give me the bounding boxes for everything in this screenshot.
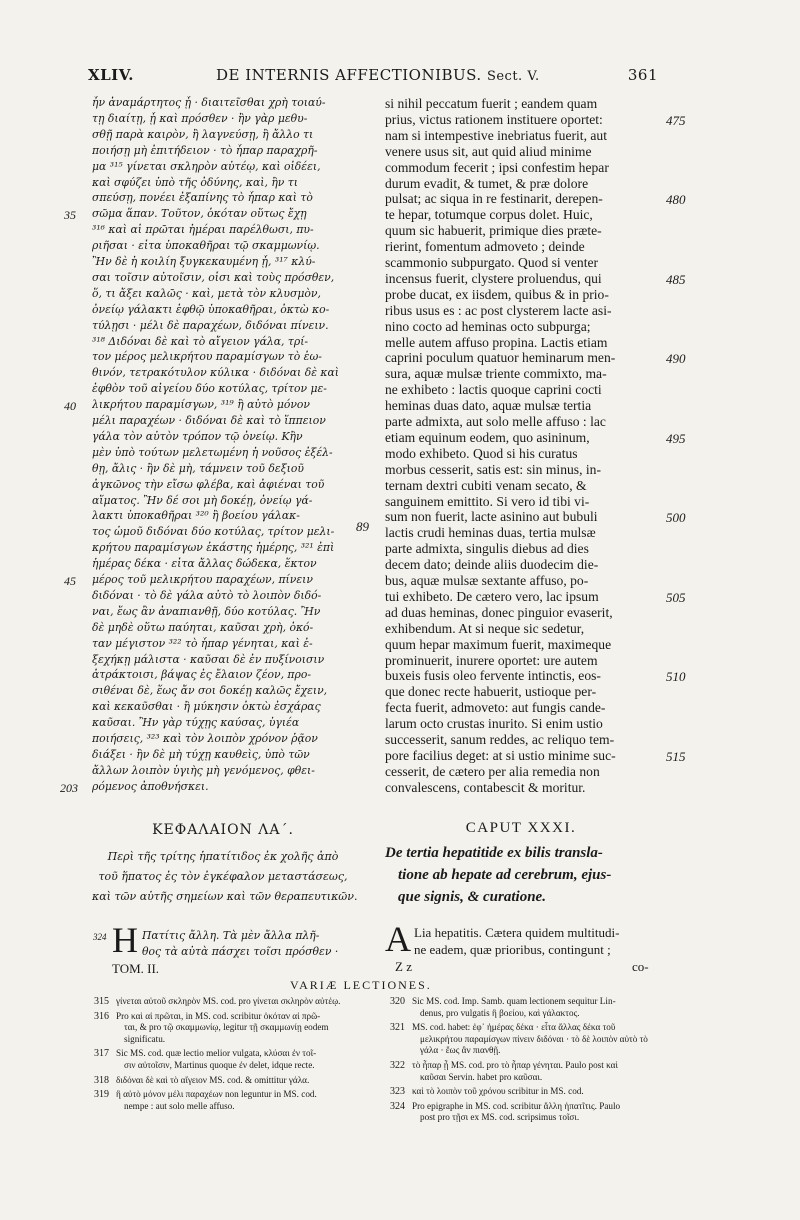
greek-text-line: ἀγκῶνος τὴν εἴσω φλέβα, καὶ ἀφιέναι τοῦ (92, 477, 325, 491)
note-text-line: καὶ τὸ λοιπὸν τοῦ χρόνου scribitur in MS. cod. (412, 1086, 584, 1097)
latin-text-line: parte admixta, singulis diebus ad dies (385, 541, 589, 557)
note-number: 318 (94, 1074, 109, 1086)
greek-text-line: ὀνείῳ γάλακτι ἑφθῷ ὑποκαθῆραι, ὀκτὼ κο- (92, 302, 330, 316)
greek-text-line: θῃ, ἄλις · ἢν δὲ μὴ, τάμνειν τοῦ δεξιοῦ (92, 461, 304, 475)
page-number: 361 (627, 66, 658, 84)
note-text-line: τὸ ἧπαρ ᾖ MS. cod. pro τὸ ἧπαρ γένηται. Paulo post καὶ (412, 1060, 618, 1070)
latin-text-line: commodum fecerit ; ipsi confestim hepar (385, 159, 609, 175)
greek-text-line: μὲν ὑπὸ τούτων μελετωμένη ἡ νοῦσος ἐξέλ- (92, 445, 333, 459)
latin-line-number: 485 (666, 271, 686, 287)
greek-line-number: 203 (60, 780, 78, 795)
latin-text-line: ad duas heminas, donec pinguior evaserit, (385, 604, 613, 620)
greek-text-line: σπεύσῃ, πονέει ἐξαπίνης τὸ ἧπαρ καὶ τὸ (92, 191, 313, 205)
section-label: Sect. V. (486, 69, 540, 84)
greek-text-line: τύλῃσι · μέλι δὲ παραχέων, διδόναι πίνειν. (92, 318, 329, 332)
note-text-line: post pro τῇσι ex MS. cod. scripsimus τοῖσι. (420, 1112, 580, 1123)
latin-line-number: 500 (666, 510, 686, 526)
title-text: DE INTERNIS AFFECTIONIBUS. (216, 66, 482, 84)
latin-text-line: quum hepar maximum fuerit, maximeque (385, 636, 612, 652)
note-text-line: γάλα · ἕως ἂν πιανθῇ. (420, 1045, 501, 1056)
greek-text-line: ³¹⁸ Διδόναι δὲ καὶ τὸ αἴγειον γάλα, τρί- (92, 334, 309, 348)
greek-text-line: Ἢν δὲ ἡ κοιλίη ξυγκεκαυμένη ᾖ, ³¹⁷ κλύ- (92, 255, 316, 268)
note-text-line: διδόναι δὲ καὶ τὸ αἴγειον MS. cod. & omittitur γάλα. (116, 1074, 310, 1085)
note-text-line: σιν αὐτοῖσιν, Martinus quoque ἐν delet, idque recte. (124, 1060, 315, 1070)
signature-mark: Z z (395, 959, 412, 974)
latin-text-line: que donec recte habuerit, ustioque per- (385, 684, 597, 700)
greek-chapter-title-line: Περὶ τῆς τρίτης ἡπατίτιδος ἐκ χολῆς ἀπὸ (107, 850, 339, 863)
greek-text-line: σθῇ παρὰ καιρὸν, ἢ λαγνεύσῃ, ἢ ἄλλο τι (92, 127, 314, 141)
latin-text-line: scammonio subpurgato. Quod si venter (385, 255, 599, 270)
latin-text-line: fecta fuerit, admoveto: aut fungis cande- (385, 700, 606, 716)
latin-text-line: sura, aquæ mulsæ triente commixto, ma- (385, 366, 607, 382)
note-number: 322 (390, 1060, 405, 1071)
greek-chapter-first-line: Πατίτις ἄλλη. Τὰ μὲν ἄλλα πλῆ- (142, 929, 320, 942)
latin-line-number: 515 (666, 748, 686, 764)
greek-text-column (92, 96, 354, 806)
variae-heading: VARIÆ LECTIONES. (290, 978, 432, 992)
latin-line-number: 490 (666, 351, 686, 367)
notes-right-column (390, 996, 690, 1123)
greek-chapter-title-line: καὶ τῶν αὐτῆς σημείων καὶ τῶν θεραπευτικῶν. (92, 890, 358, 903)
running-title (216, 66, 540, 84)
greek-text-line: μέλι παραχέων · διδόναι δὲ καὶ τὸ ἵππειον (92, 414, 326, 427)
latin-line-number: 475 (666, 112, 686, 128)
latin-text-line: durum evadit, & tumet, & præ dolore (385, 175, 589, 191)
greek-text-line: ριῆσαι · εἶτα ὑποκαθῆραι τῷ σκαμμωνίῳ. (92, 239, 320, 253)
greek-line-number: 45 (64, 574, 76, 588)
greek-text-line: σιθέναι δὲ, ἕως ἄν σοι δοκέῃ καλῶς ἔχειν, (92, 684, 328, 698)
latin-line-number: 505 (666, 589, 686, 605)
note-number: 323 (390, 1086, 405, 1098)
latin-text-line: te hepar, totumque corpus dolet. Huic, (385, 207, 593, 223)
greek-text-line: ἑφθὸν τοῦ αἰγείου δύο κοτύλας, τρίτον με- (92, 382, 327, 396)
note-number: 316 (94, 1010, 109, 1022)
greek-line-number: 35 (64, 208, 76, 223)
greek-chapter-heading: ΚΕΦΑΛΑΙΟΝ ΛΑ΄. (152, 822, 294, 838)
latin-text-line: sanguinem emittito. Si vero id tibi vi- (385, 493, 590, 509)
latin-text-line: melle autem affuso propina. Lactis etiam (385, 334, 608, 350)
latin-text-line: modo exhibeto. Quod si his curatus (385, 445, 578, 461)
greek-text-line: ἡμέρας δέκα · εἶτα ἄλλας δώδεκα, ἕκτον (92, 557, 317, 571)
latin-text-line: exhibendum. At si neque sic sedetur, (385, 620, 585, 636)
note-text-line: MS. cod. habet: ἐφ᾽ ἡμέρας δέκα · εἶτα ἄλλας δέκα τοῦ (412, 1022, 616, 1033)
latin-text-line: pulsat; ac siqua in re festinarit, derepen- (385, 191, 603, 207)
note-text-line: μελικρήτου παραμίσγων πίνειν διδόναι · τὸ δὲ λοιπὸν αὐτὸ τὸ (420, 1033, 648, 1044)
note-number: 320 (390, 996, 405, 1007)
latin-chapter-second-line: ne eadem, quæ prioribus, contingunt ; (414, 942, 611, 957)
latin-dropcap: A (385, 919, 411, 959)
greek-text-line: ἦν ἀναμάρτητος ᾖ · διαιτεῖσθαι χρὴ τοιαύ- (92, 96, 326, 109)
greek-text-line: διδόναι · τὸ δὲ γάλα αὐτὸ τὸ λοιπὸν διδό- (92, 588, 322, 602)
note-text-line: denus, pro vulgatis ἢ βοείου, καὶ γάλακτος. (420, 1007, 580, 1018)
latin-text-line: bus, aquæ mulsæ sextante affuso, po- (385, 573, 589, 588)
greek-text-line: μέρος τοῦ μελικρήτου παραχέων, πίνειν (92, 573, 313, 586)
greek-text-line: θινόν, τετρακότυλον κύλικα · διδόναι δὲ καὶ (92, 366, 340, 380)
latin-text-line: ternam dextri cubiti venam secato, & (385, 477, 587, 493)
latin-text-line: nino cocto ad heminas octo subpurga; (385, 318, 591, 334)
greek-text-line: ποιήσῃ μὴ ἐπιτήδειον · τὸ ἧπαρ παραχρῆ- (92, 143, 318, 157)
greek-text-line: ποιήσεις, ³²³ καὶ τὸν λοιπὸν χρόνον ῥᾷον (92, 732, 318, 745)
note-number: 319 (94, 1089, 109, 1101)
latin-text-line: sum non fuerit, lacte asinino aut bubuli (385, 509, 598, 525)
greek-text-line: ταν μέγιστον ³²² τὸ ἧπαρ γένηται, καὶ ἐ- (92, 636, 313, 650)
latin-chapter-first-line: Lia hepatitis. Cætera quidem multitudi- (414, 925, 620, 940)
latin-text-line: convalescens, contabescit & moritur. (385, 779, 586, 795)
latin-text-line: quum sic habuerit, primique dies præte- (385, 223, 602, 239)
latin-text-line: pore facilius deget: at si ustio minime suc- (385, 747, 616, 763)
greek-text-line: τῃ διαίτῃ, ᾗ καὶ πρόσθεν · ἢν γὰρ μεθυ- (92, 111, 308, 125)
note-text-line: καῦσαι Servin. habet pro καῦσαι. (420, 1071, 543, 1082)
greek-text-line: σῶμα ἅπαν. Τοῦτον, ὁκόταν οὕτως ἔχῃ (92, 207, 307, 221)
note-number: 324 (390, 1100, 405, 1112)
greek-chapter-title-line: τοῦ ἥπατος ἐς τὸν ἐγκέφαλον μεταστάσεως, (98, 870, 348, 883)
note-text-line: Pro epigraphe in MS. cod. scribitur ἄλλη ἡπατῖτις. Paulo (412, 1100, 621, 1111)
page-label: XLIV. (88, 66, 134, 84)
greek-text-line: τον μέρος μελικρήτου παραμίσγων τὸ ἑω- (92, 350, 322, 364)
latin-text-line: buxeis fusis oleo fervente intinctis, eos- (385, 668, 601, 684)
latin-line-number: 480 (666, 192, 686, 208)
greek-text-line: λακτι ὑποκαθῆραι ³²⁰ ἢ βοείου γάλακ- (92, 509, 300, 523)
latin-text-line: nam si intempestive inebriatus fuerit, aut (385, 127, 607, 143)
note-ref-324: 324 (93, 932, 107, 942)
latin-text-line: larum octo crustas inurito. Si enim ustio (385, 716, 603, 732)
notes-left-column (94, 996, 380, 1116)
latin-text-line: venere usus sit, aut quid aliud minime (385, 143, 592, 159)
latin-line-number: 510 (666, 669, 686, 685)
latin-text-line: caprini poculum quatuor heminarum men- (385, 350, 616, 366)
latin-text-line: incensus fuerit, clystere proluendus, qui (385, 270, 602, 286)
latin-text-line: lactis crudi heminas duas, tertia mulsæ (385, 525, 596, 541)
tome-label: TOM. II. (112, 961, 160, 976)
latin-text-line: prius, victus rationem instituere oportet: (385, 111, 603, 127)
note-text-line: ἢ αὐτὸ μόνον μέλι παραχέων non leguntur in MS. cod. (116, 1089, 317, 1100)
greek-text-line: καῦσαι. Ἢν γὰρ τύχῃς καύσας, ὑγιέα (92, 716, 300, 730)
greek-text-line: κρήτου παραμίσγων ἑκάστης ἡμέρης, ³²¹ ἐπὶ (92, 541, 335, 555)
latin-text-line: ribus usus es : ac post clysterem lacte asi- (385, 302, 612, 318)
latin-text-line: tui exhibeto. De cætero vero, lac ipsum (385, 588, 599, 604)
latin-text-line: etiam equinum eodem, quo asininum, (385, 429, 590, 445)
latin-text-line: si nihil peccatum fuerit ; eandem quam (385, 96, 598, 111)
greek-text-line: ἄλλων λοιπὸν ὑγιὴς μὴ γενόμενος, φθει- (92, 763, 315, 777)
latin-text-line: cesserit, de cætero per alia remedia non (385, 763, 600, 779)
latin-text-line: rierint, fomentum admoveto ; deinde (385, 239, 585, 255)
latin-text-line: prominuerit, inurere oportet: ure autem (385, 652, 598, 668)
latin-text-line: decem dato; deinde aliis duodecim die- (385, 557, 599, 573)
note-text-line: significatu. (124, 1033, 166, 1044)
greek-text-line: ³¹⁶ καὶ αἱ πρῶται ἡμέραι παρέλθωσι, πυ- (92, 223, 314, 237)
note-text-line: Sic MS. cod. Imp. Samb. quam lectionem sequitur Lin- (412, 996, 616, 1006)
greek-chapter-second-line: θος τὰ αὐτὰ πάσχει τοῖσι πρόσθεν · (142, 945, 339, 958)
latin-text-line: heminas duas dato, aquæ mulsæ tertia (385, 398, 592, 414)
latin-chapter-title-line: tione ab hepate ad cerebrum, ejus- (398, 867, 612, 883)
greek-text-line: διάξει · ἢν δὲ μὴ τύχῃ καυθεὶς, ὑπὸ τῶν (92, 747, 310, 761)
latin-text-line: probe ducat, ex iisdem, quibus & in prio- (385, 286, 609, 302)
catchword: co- (632, 959, 649, 974)
greek-text-line: ναι, ἕως ἂν ἀναπιανθῇ, δύο κοτύλας. Ἢν (92, 604, 321, 618)
note-text-line: Pro καὶ αἱ πρῶται, in MS. cod. scribitur ὁκόταν αἱ πρῶ- (116, 1010, 321, 1021)
greek-text-line: ρόμενος ἀποθνήσκει. (92, 779, 209, 793)
note-text-line: nempe : aut solo melle affuso. (124, 1100, 235, 1111)
greek-text-line: ξεχήκῃ μάλιστα · καῦσαι δὲ ἐν πυξίνοισιν (92, 652, 325, 666)
greek-line-number: 40 (64, 399, 76, 414)
greek-text-line: σαι τοῖσιν αὐτοῖσιν, οἷσι καὶ τοὺς πρόσθεν, (92, 270, 335, 284)
latin-text-line: successerit, sanum reddes, ac reliquo tem- (385, 732, 615, 747)
latin-chapter-title-line: De tertia hepatitide ex bilis transla- (385, 845, 603, 861)
latin-line-number: 495 (666, 430, 686, 446)
note-number: 317 (94, 1048, 109, 1060)
greek-text-line: ἀτράκτοισι, βάψας ἐς ἔλαιον ζέον, προ- (92, 668, 312, 682)
note-number: 315 (94, 996, 109, 1007)
latin-text-line: ne exhibeto : lactis quoque caprini cocti (385, 382, 602, 398)
note-text-line: Sic MS. cod. quæ lectio melior vulgata, κλύσαι ἐν τοῖ- (116, 1048, 317, 1059)
note-text-line: γίνεται αὐτοῦ σκληρὸν MS. cod. pro γίνεται σκληρὸν αὐτέῳ. (116, 996, 341, 1006)
greek-text-line: ὅ, τι ἄξει καλῶς · καὶ, μετὰ τὸν κλυσμὸν, (92, 286, 321, 300)
latin-chapter-title-line: que signis, & curatione. (398, 889, 546, 905)
latin-text-column (385, 96, 657, 806)
greek-text-line: μα ³¹⁵ γίνεται σκληρὸν αὐτέῳ, καὶ οἰδέει, (92, 159, 321, 173)
greek-dropcap: Η (112, 920, 138, 960)
note-text-line: ται, & pro τῷ σκαμμωνίῳ, legitur τῇ σκαμμωνίῃ eodem (124, 1022, 329, 1033)
running-header (88, 66, 658, 86)
greek-text-line: καὶ σφύζει ὑπὸ τῆς ὀδύνης, καὶ, ἢν τι (92, 175, 299, 189)
greek-text-line: γάλα τὸν αὐτὸν τρόπον τῷ ὀνείῳ. Κἢν (92, 429, 303, 443)
latin-text-line: parte admixta, aut solo melle affuso : lac (385, 414, 606, 429)
greek-text-line: λικρήτου παραμίσγων, ³¹⁹ ἢ αὐτὸ μόνον (92, 398, 310, 412)
divider-number: 89 (356, 519, 369, 534)
note-number: 321 (390, 1022, 405, 1034)
latin-text-line: morbus cesserit, satis est: sin minus, in- (385, 461, 601, 477)
greek-text-line: δὲ μηδὲ οὕτω παύηται, καῦσαι χρὴ, ὁκό- (92, 620, 314, 634)
greek-text-line: καὶ κεκαῦσθαι · ἢ μύκησιν ὀκτὼ ἐσχάρας (92, 700, 321, 714)
latin-chapter-heading: CAPUT XXXI. (465, 820, 577, 836)
greek-text-line: τος ὠμοῦ διδόναι δύο κοτύλας, τρίτον μελι- (92, 525, 335, 539)
greek-text-line: αἵματος. Ἢν δέ σοι μὴ δοκέῃ, ὀνείῳ γά- (92, 493, 313, 507)
